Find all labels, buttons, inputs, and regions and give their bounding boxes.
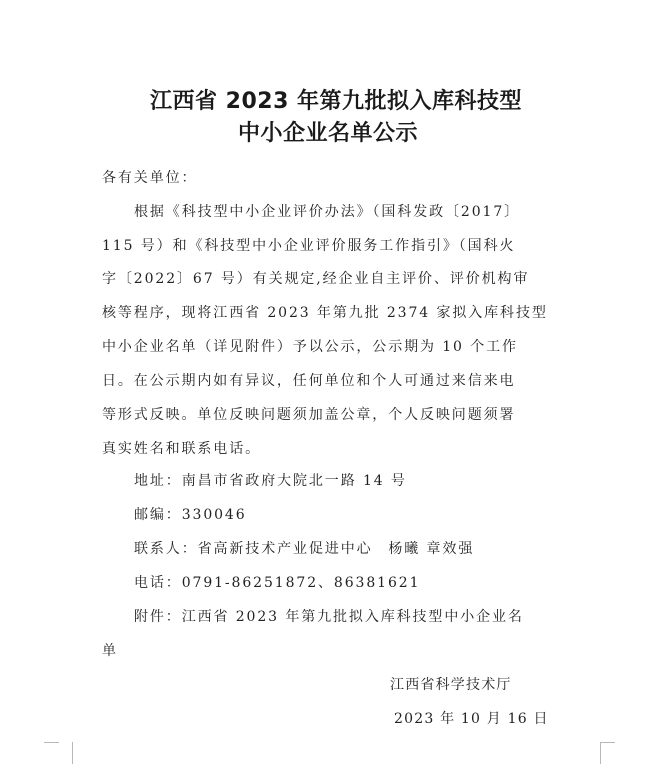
- issue-date: 2023 年 10 月 16 日: [394, 711, 549, 727]
- address-line: 地址：南昌市省政府大院北一路 14 号: [134, 473, 407, 489]
- body-line: 根据《科技型中小企业评价办法》（国科发政〔2017〕: [134, 204, 521, 220]
- body-line: 中小企业名单（详见附件）予以公示，公示期为 10 个工作: [102, 339, 518, 355]
- page-corner-mark-left: [58, 742, 73, 764]
- page-corner-mark-left-horizontal: [44, 742, 59, 743]
- body-line: 日。在公示期内如有异议，任何单位和个人可通过来信来电: [102, 373, 516, 389]
- body-line: 字〔2022〕67 号）有关规定,经企业自主评价、评价机构审: [102, 271, 530, 287]
- salutation: 各有关单位：: [102, 170, 198, 186]
- body-line: 等形式反映。单位反映问题须加盖公章，个人反映问题须署: [102, 407, 516, 423]
- postcode-line: 邮编：330046: [134, 507, 247, 523]
- attachment-line: 附件：江西省 2023 年第九批拟入库科技型中小企业名: [134, 609, 524, 625]
- page-corner-mark-right: [600, 742, 615, 764]
- attachment-line-continued: 单: [102, 643, 118, 659]
- body-line: 115 号）和《科技型中小企业评价服务工作指引》（国科火: [102, 238, 516, 254]
- issuer-name: 江西省科学技术厅: [390, 677, 512, 693]
- contact-line: 联系人：省高新技术产业促进中心 杨曦 章效强: [134, 541, 475, 557]
- document-title-line1: 江西省 2023 年第九批拟入库科技型: [150, 89, 523, 114]
- document-title-line2: 中小企业名单公示: [238, 121, 419, 146]
- phone-line: 电话：0791-86251872、86381621: [134, 575, 421, 591]
- body-line: 核等程序，现将江西省 2023 年第九批 2374 家拟入库科技型: [102, 305, 548, 321]
- body-line: 真实姓名和联系电话。: [102, 441, 261, 457]
- page-corner-mark-right-horizontal: [600, 742, 615, 743]
